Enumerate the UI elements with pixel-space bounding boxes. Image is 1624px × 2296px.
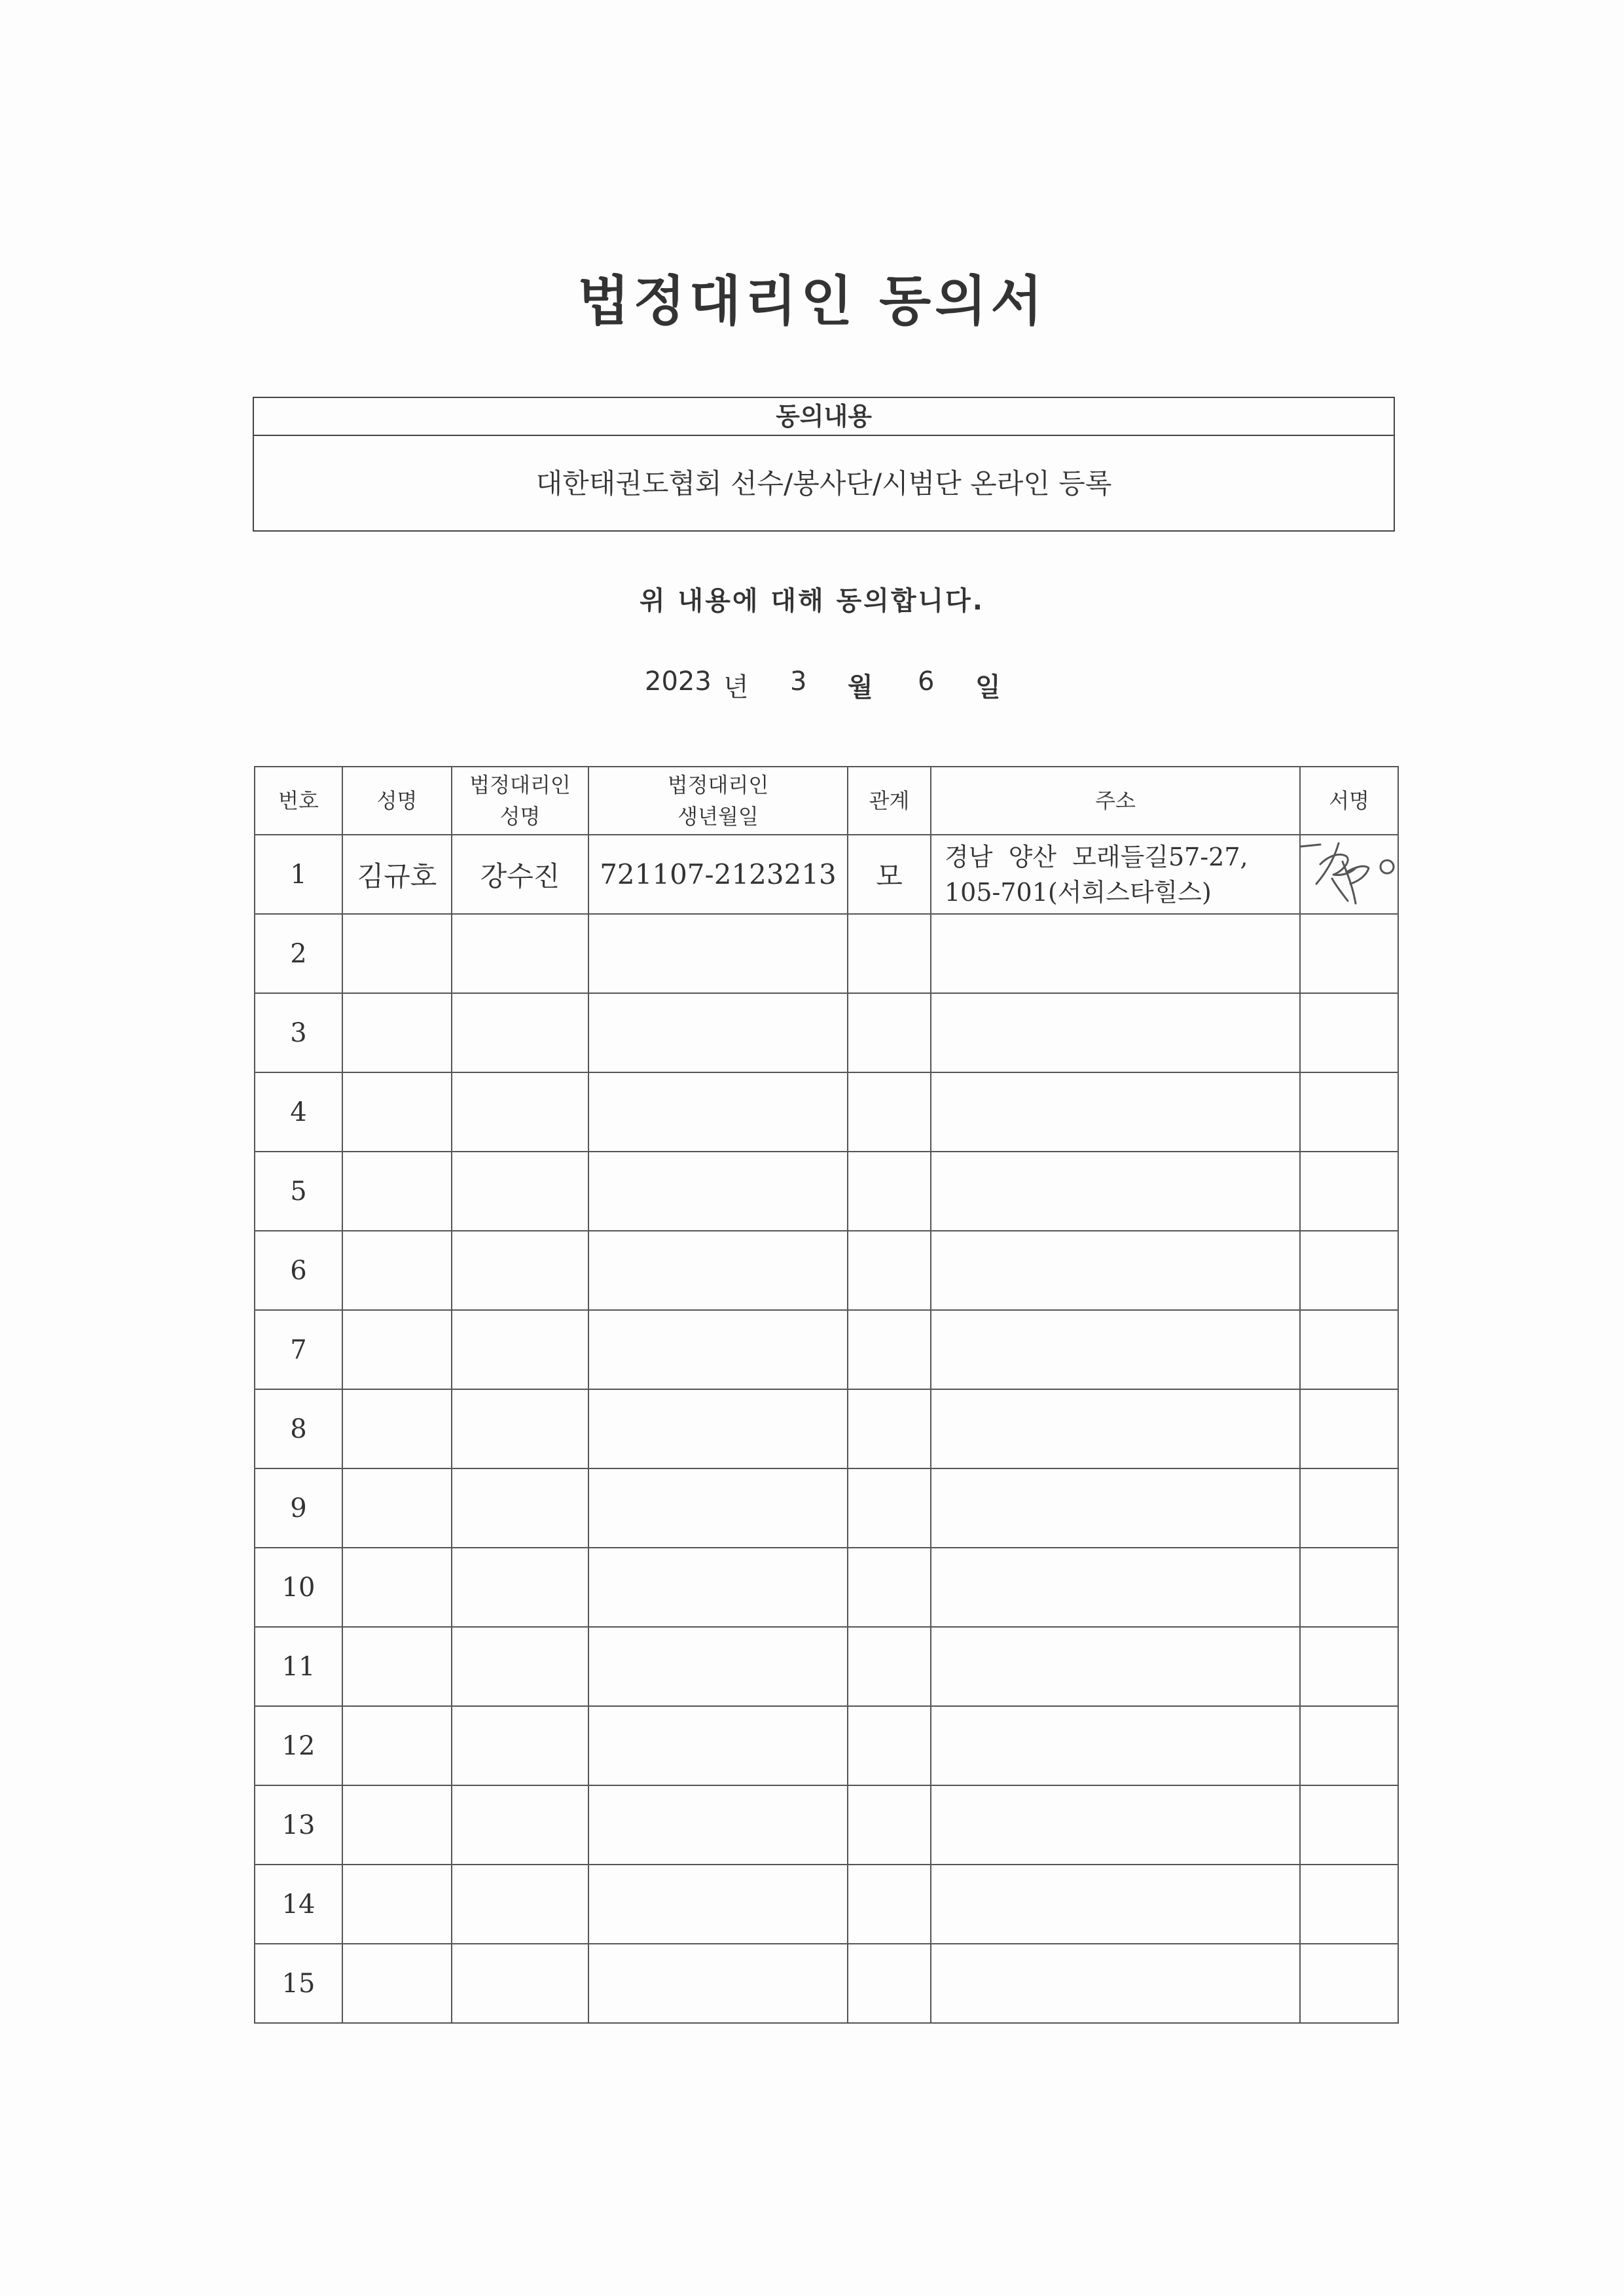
table-row [255, 1785, 1398, 1865]
cell-no: 1 [255, 835, 342, 914]
cell-address [931, 1152, 1300, 1231]
cell-relation [848, 1389, 931, 1468]
cell-relation [848, 1944, 931, 2023]
cell-guardian-birth [588, 1389, 848, 1468]
date-year-label: 년 [723, 672, 749, 702]
cell-address [931, 914, 1300, 993]
cell-name [342, 993, 452, 1072]
cell-guardian-name [452, 1944, 588, 2023]
cell-relation [848, 1468, 931, 1548]
table-row [255, 835, 1398, 914]
cell-relation [848, 1310, 931, 1389]
cell-guardian-birth [588, 1152, 848, 1231]
cell-guardian-birth: 721107-2123213 [588, 835, 848, 914]
cell-no: 7 [255, 1310, 342, 1389]
address-line-2: 105-701(서희스타힐스) [945, 877, 1212, 907]
cell-relation [848, 993, 931, 1072]
cell-signature [1300, 1548, 1398, 1627]
date-day: 6 [918, 666, 935, 697]
cell-guardian-name [452, 1468, 588, 1548]
cell-signature [1300, 914, 1398, 993]
registration-table [254, 766, 1399, 2024]
cell-no: 2 [255, 914, 342, 993]
cell-signature [1300, 835, 1398, 914]
cell-guardian-name [452, 1785, 588, 1865]
cell-no: 8 [255, 1389, 342, 1468]
cell-no: 5 [255, 1152, 342, 1231]
cell-signature [1300, 1231, 1398, 1310]
col-header-guardian-birth-line1: 법정대리인 [667, 773, 769, 797]
cell-guardian-name [452, 1152, 588, 1231]
table-row [255, 1706, 1398, 1785]
cell-signature [1300, 1944, 1398, 2023]
col-header-guardian-name [452, 767, 588, 835]
cell-name [342, 914, 452, 993]
col-header-guardian-birth-line2: 생년월일 [677, 804, 759, 829]
cell-guardian-birth [588, 1706, 848, 1785]
cell-relation [848, 1785, 931, 1865]
cell-relation [848, 1865, 931, 1944]
cell-address [931, 1231, 1300, 1310]
cell-no: 9 [255, 1468, 342, 1548]
agreement-statement: 위 내용에 대해 동의합니다. [639, 586, 984, 616]
date-day-label: 일 [975, 672, 1001, 702]
address-line-1: 경남 양산 모래들길57-27, [945, 842, 1248, 871]
cell-relation [848, 1231, 931, 1310]
cell-relation [848, 1548, 931, 1627]
cell-address [931, 1706, 1300, 1785]
cell-guardian-name [452, 1627, 588, 1706]
cell-no: 11 [255, 1627, 342, 1706]
cell-relation [848, 1627, 931, 1706]
cell-name [342, 1310, 452, 1389]
cell-name [342, 1944, 452, 2023]
cell-name [342, 1231, 452, 1310]
cell-signature [1300, 1310, 1398, 1389]
table-row [255, 1548, 1398, 1627]
table-row [255, 1389, 1398, 1468]
cell-guardian-name [452, 1706, 588, 1785]
cell-guardian-birth [588, 1468, 848, 1548]
col-header-guardian-name-line2: 성명 [499, 804, 541, 829]
cell-signature [1300, 1865, 1398, 1944]
cell-address [931, 1389, 1300, 1468]
cell-name [342, 1548, 452, 1627]
cell-guardian-birth [588, 1310, 848, 1389]
cell-no: 6 [255, 1231, 342, 1310]
document-title: 법정대리인 동의서 [577, 270, 1047, 333]
cell-name [342, 1152, 452, 1231]
cell-guardian-birth [588, 1231, 848, 1310]
cell-guardian-name [452, 1548, 588, 1627]
cell-relation [848, 1072, 931, 1152]
cell-signature [1300, 1627, 1398, 1706]
cell-no: 13 [255, 1785, 342, 1865]
cell-no: 14 [255, 1865, 342, 1944]
date-year: 2023 [645, 666, 712, 697]
cell-signature [1300, 1468, 1398, 1548]
consent-box [253, 397, 1395, 532]
cell-guardian-name [452, 1310, 588, 1389]
cell-address [931, 1627, 1300, 1706]
cell-signature [1300, 1072, 1398, 1152]
table-row [255, 1468, 1398, 1548]
table-row [255, 1072, 1398, 1152]
col-header-no: 번호 [255, 767, 342, 835]
cell-address [931, 835, 1300, 914]
cell-guardian-birth [588, 993, 848, 1072]
date-month-label: 월 [848, 672, 873, 702]
consent-header: 동의내용 [254, 398, 1394, 436]
cell-guardian-name [452, 1231, 588, 1310]
cell-guardian-name [452, 914, 588, 993]
cell-guardian-birth [588, 1072, 848, 1152]
cell-guardian-birth [588, 1865, 848, 1944]
cell-name: 김규호 [342, 835, 452, 914]
cell-signature [1300, 993, 1398, 1072]
table-row [255, 1865, 1398, 1944]
cell-address [931, 1944, 1300, 2023]
cell-guardian-birth [588, 1548, 848, 1627]
cell-guardian-name [452, 993, 588, 1072]
cell-name [342, 1389, 452, 1468]
cell-name [342, 1785, 452, 1865]
consent-content: 대한태권도협회 선수/봉사단/시범단 온라인 등록 [535, 467, 1112, 500]
cell-no: 3 [255, 993, 342, 1072]
table-header-row [255, 767, 1398, 835]
cell-relation [848, 914, 931, 993]
col-header-guardian-birth [588, 767, 848, 835]
cell-no: 12 [255, 1706, 342, 1785]
col-header-relation: 관계 [848, 767, 931, 835]
date-month: 3 [790, 666, 807, 697]
cell-guardian-name [452, 1389, 588, 1468]
table-row [255, 1944, 1398, 2023]
cell-address [931, 1468, 1300, 1548]
cell-address [931, 1548, 1300, 1627]
table-row [255, 993, 1398, 1072]
cell-signature [1300, 1785, 1398, 1865]
cell-guardian-birth [588, 1785, 848, 1865]
col-header-address: 주소 [931, 767, 1300, 835]
cell-address [931, 993, 1300, 1072]
cell-signature [1300, 1706, 1398, 1785]
cell-signature [1300, 1152, 1398, 1231]
cell-guardian-birth [588, 1627, 848, 1706]
table-row [255, 1310, 1398, 1389]
handwritten-signature [1301, 835, 1398, 913]
cell-name [342, 1627, 452, 1706]
cell-guardian-name [452, 1072, 588, 1152]
col-header-guardian-name-line1: 법정대리인 [469, 773, 571, 797]
table-row [255, 1152, 1398, 1231]
cell-address [931, 1785, 1300, 1865]
cell-relation: 모 [848, 835, 931, 914]
cell-relation [848, 1706, 931, 1785]
table-row [255, 914, 1398, 993]
table-row [255, 1627, 1398, 1706]
cell-name [342, 1468, 452, 1548]
table-row [255, 1231, 1398, 1310]
col-header-signature: 서명 [1300, 767, 1398, 835]
cell-name [342, 1865, 452, 1944]
cell-address [931, 1865, 1300, 1944]
cell-no: 10 [255, 1548, 342, 1627]
cell-guardian-name: 강수진 [452, 835, 588, 914]
cell-relation [848, 1152, 931, 1231]
cell-address [931, 1310, 1300, 1389]
cell-guardian-birth [588, 914, 848, 993]
cell-name [342, 1706, 452, 1785]
cell-address [931, 1072, 1300, 1152]
cell-no: 4 [255, 1072, 342, 1152]
cell-no: 15 [255, 1944, 342, 2023]
col-header-name: 성명 [342, 767, 452, 835]
cell-signature [1300, 1389, 1398, 1468]
cell-guardian-name [452, 1865, 588, 1944]
cell-guardian-birth [588, 1944, 848, 2023]
cell-name [342, 1072, 452, 1152]
